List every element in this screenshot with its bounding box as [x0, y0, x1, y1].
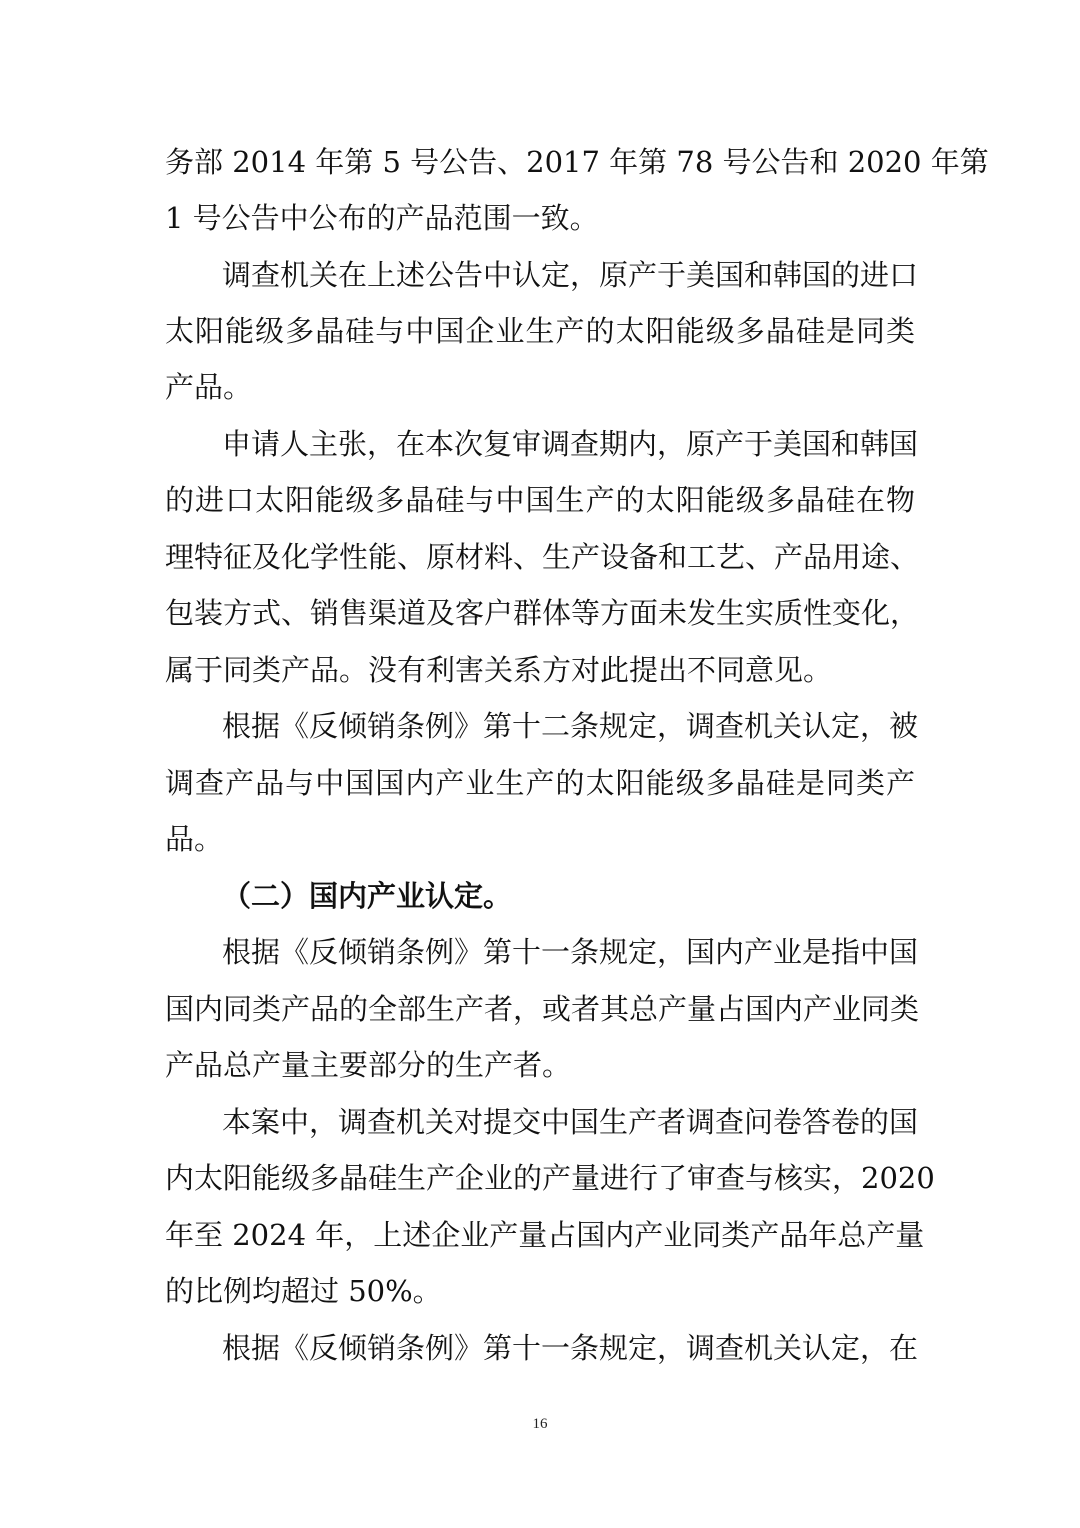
paragraph-line: 根据《反倾销条例》第十一条规定，调查机关认定，在 — [222, 1331, 919, 1365]
paragraph-line: 太阳能级多晶硅与中国企业生产的太阳能级多晶硅是同类 — [165, 314, 915, 348]
paragraph-line: 属于同类产品。没有利害关系方对此提出不同意见。 — [165, 653, 833, 687]
page-number: 16 — [532, 1416, 548, 1432]
paragraph-line: 产品总产量主要部分的生产者。 — [165, 1048, 572, 1082]
paragraph-line: 国内同类产品的全部生产者，或者其总产量占国内产业同类 — [165, 992, 920, 1026]
paragraph-line: 品。 — [165, 822, 224, 856]
paragraph-line: 1 号公告中公布的产品范围一致。 — [165, 201, 599, 235]
paragraph-line: 申请人主张，在本次复审调查期内，原产于美国和韩国 — [222, 427, 919, 461]
paragraph-line: 本案中，调查机关对提交中国生产者调查问卷答卷的国 — [222, 1105, 919, 1139]
paragraph-line: 根据《反倾销条例》第十二条规定，调查机关认定，被 — [222, 709, 919, 743]
section-heading: （二）国内产业认定。 — [222, 879, 513, 913]
paragraph-line: 的比例均超过 50%。 — [165, 1274, 442, 1308]
paragraph-line: 务部 2014 年第 5 号公告、2017 年第 78 号公告和 2020 年第 — [165, 145, 989, 179]
paragraph-line: 的进口太阳能级多晶硅与中国生产的太阳能级多晶硅在物 — [165, 483, 915, 517]
paragraph-line: 年至 2024 年，上述企业产量占国内产业同类产品年总产量 — [165, 1218, 925, 1252]
paragraph-line: 根据《反倾销条例》第十一条规定，国内产业是指中国 — [222, 935, 919, 969]
paragraph-line: 内太阳能级多晶硅生产企业的产量进行了审查与核实，2020 — [165, 1161, 935, 1195]
paragraph-line: 理特征及化学性能、原材料、生产设备和工艺、产品用途、 — [165, 540, 920, 574]
paragraph-line: 调查产品与中国国内产业生产的太阳能级多晶硅是同类产 — [165, 766, 915, 800]
paragraph-line: 包装方式、销售渠道及客户群体等方面未发生实质性变化， — [165, 596, 920, 630]
paragraph-line: 产品。 — [165, 370, 253, 404]
paragraph-line: 调查机关在上述公告中认定，原产于美国和韩国的进口 — [222, 258, 919, 292]
